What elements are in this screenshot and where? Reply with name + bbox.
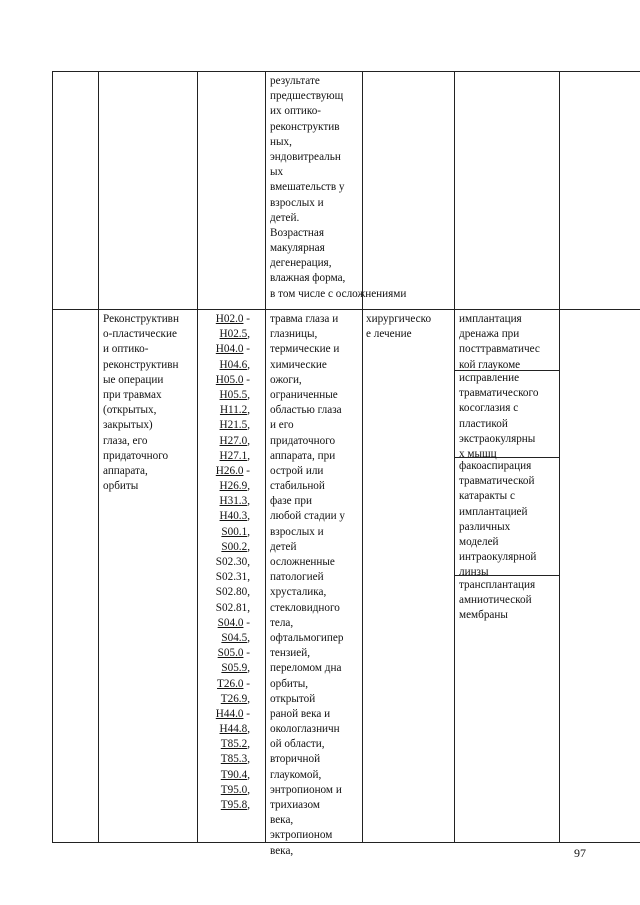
method-cell-1: имплантация дренажа при посттравматичес кой глаукоме [459,313,540,371]
treatment-type-cell: хирургическо е лечение [366,313,432,341]
table-top-border [52,71,640,72]
table-row-divider [52,309,640,310]
procedure-name-last-line: орбиты [103,480,139,493]
page-number: 97 [574,846,586,860]
diagnosis-line: века, [270,844,294,857]
method-cell-3: факоаспирация травматической катаракты с имплантацией различных моделей интраокулярной линзы [459,460,537,579]
column-divider [52,71,53,843]
procedure-name-cell: Реконструктивн о-пластические и оптико- реконструктивн ые операции при травмах (открытых, закрытых) глаза, его придаточного аппарата, орбиты [103,312,179,494]
column-divider [265,71,266,843]
column-divider [98,71,99,843]
prev-row-diagnosis-cell: результате предшествующ их оптико- реконструктив ных, эндовитреальн ых вмешательств у взрослых и детей. Возрастная макулярная дегенерация, влажная форма, в том числе с осложнениями [270,75,407,300]
table-bottom-border [52,842,640,843]
column-divider [197,71,198,843]
icd-codes-cell: H02.0 - H02.5, H04.0 - H04.6, H05.0 - H05.5, H11.2, H21.5, H27.0, H27.1, H26.0 - H26.9, H31.3, H40.3, S00.1, S00.2, S02.30, S02.31, S02.80, S02.81, S04.0 - S04.5, S05.0 - S05.9, T26.0 - T26.9, H44.0 - H44.8, T85.2, T85.3, T90.4, T95.0, T95.8, [215,313,250,811]
diagnosis-line: эктропионом [270,829,333,842]
column-divider [559,71,560,843]
method-cell-4: трансплантация амниотической мембраны [459,579,536,622]
diagnosis-cell: травма глаза и глазницы, термические и химические ожоги, ограниченные областью глаза и его придаточного аппарата, при острой или стабильной фазе при любой стадии у взрослых и детей осложненные патологией хрусталика, стекловидного тела, офтальмогипер тензией, переломом дна орбиты, открытой раной века и окологлазничн ой области, вторичной глаукомой, энтропионом и трихиазом века, эктропионом века, [270,312,345,859]
method-cell-2: исправление травматического косоглазия с пластикой экстраокулярны х мышц [459,372,539,460]
